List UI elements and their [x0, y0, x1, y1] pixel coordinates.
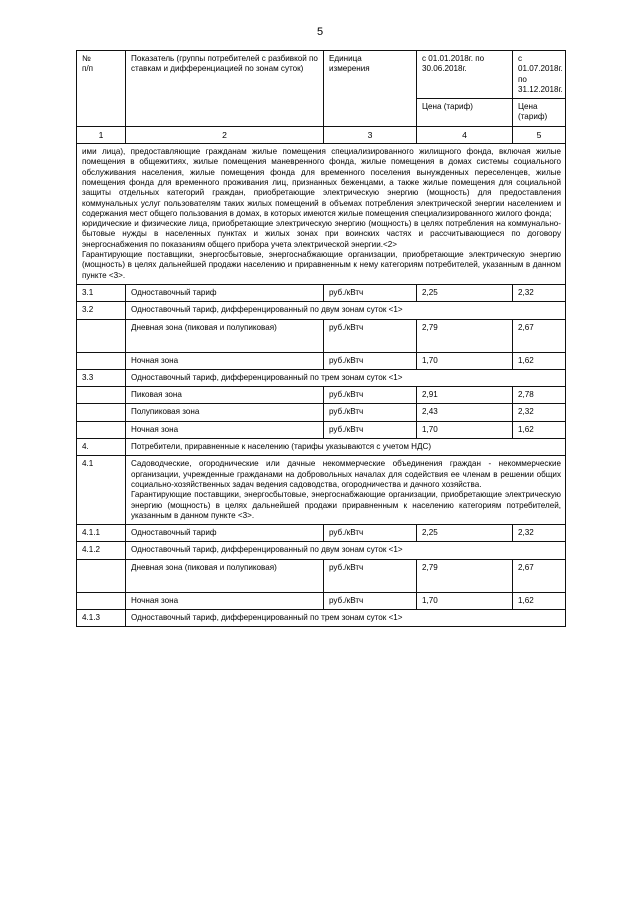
row-label: Одноставочный тариф — [126, 525, 324, 542]
row-index — [77, 319, 126, 352]
row-unit: руб./кВтч — [324, 421, 417, 438]
table-row — [77, 592, 566, 609]
row-price-period1: 2,43 — [417, 404, 513, 421]
header-unit-line1: Единица — [329, 54, 362, 63]
row-price-period2: 2,67 — [513, 319, 566, 352]
row-label: Полупиковая зона — [126, 404, 324, 421]
header-number-line1: № — [82, 54, 91, 63]
row-unit: руб./кВтч — [324, 592, 417, 609]
row-price-period1: 1,70 — [417, 421, 513, 438]
header-cell-period-2: с 01.07.2018г. по 31.12.2018г. — [513, 51, 566, 99]
row-label: Ночная зона — [126, 352, 324, 369]
row-price-period1: 2,79 — [417, 319, 513, 352]
row-label: Одноставочный тариф, дифференцированный по трем зонам суток <1> — [126, 609, 566, 626]
row-unit: руб./кВтч — [324, 404, 417, 421]
intro-paragraph-2: юридические и физические лица, приобретающие электрическую энергию (мощность) в целях потребления на коммунально-бытовые нужды в населенных пунктах и жилых зонах при воинских частях и рассчитывающиеся по договору энергоснабжения по показаниям общего прибора учета электрической энергии.<2> — [82, 219, 561, 249]
row-label: Пиковая зона — [126, 387, 324, 404]
table-header-row — [77, 51, 566, 99]
header-number-line2: п/п — [82, 64, 94, 74]
row-price-period2: 2,32 — [513, 525, 566, 542]
row-index: 3.3 — [77, 369, 126, 386]
row-price-period2: 1,62 — [513, 592, 566, 609]
header-cell-price-2: Цена (тариф) — [513, 99, 566, 127]
row-index: 4.1 — [77, 456, 126, 525]
table-row — [77, 456, 566, 525]
header-cell-unit — [324, 51, 417, 127]
row-label: Ночная зона — [126, 421, 324, 438]
row-label: Потребители, приравненные к населению (тарифы указываются с учетом НДС) — [126, 439, 566, 456]
table-row — [77, 609, 566, 626]
row-index: 3.2 — [77, 302, 126, 319]
row-price-period1: 2,91 — [417, 387, 513, 404]
column-number-1: 1 — [77, 126, 126, 143]
row-index — [77, 421, 126, 438]
section-41-paragraph-2: Гарантирующие поставщики, энергосбытовые, энергоснабжающие организации, приобретающие электрическую энергию (мощность) в целях дальнейшей продажи приравненным к населению категориям потребителей, указанным в данном пункте <3>. — [131, 490, 561, 520]
table-row — [77, 284, 566, 301]
header-cell-price-1: Цена (тариф) — [417, 99, 513, 127]
table-row — [77, 387, 566, 404]
row-unit: руб./кВтч — [324, 319, 417, 352]
section-41-paragraph-1: Садоводческие, огороднические или дачные некоммерческие объединения граждан - некоммерческие организации, учрежденные гражданами на добровольных началах для содействия ее членам в решении общих социально-хозяйственных задач ведения садоводства, огородничества и дачного хозяйства. — [131, 459, 561, 489]
table-row — [77, 439, 566, 456]
header-cell-period-1: с 01.01.2018г. по 30.06.2018г. — [417, 51, 513, 99]
column-number-2: 2 — [126, 126, 324, 143]
row-label: Ночная зона — [126, 592, 324, 609]
row-unit: руб./кВтч — [324, 525, 417, 542]
intro-paragraph-3: Гарантирующие поставщики, энергосбытовые, энергоснабжающие организации, приобретающие электрическую энергию (мощность) в целях дальнейшей продажи населению и приравненным к нему категориям потребителей, указанным в данном пункте <3>. — [82, 250, 561, 280]
column-number-3: 3 — [324, 126, 417, 143]
row-price-period1: 2,25 — [417, 284, 513, 301]
intro-paragraph-1: ими лица), предоставляющие гражданам жилые помещения специализированного жилищного фонда, включая жилые помещения в общежитиях, жилые помещения маневренного фонда, жилые помещения в домах системы социального обслуживания населения, жилые помещения фонда для временного поселения вынужденных переселенцев, жилые помещения фонда для временного проживания лиц, признанных беженцами, а также жилые помещения для социальной защиты отдельных категорий граждан, приобретающие электрическую энергию (мощность) для предоставления коммунальных услуг пользователям таких жилых помещений в объемах потребления электрической энергии населением и содержания мест общего пользования в домах, в которых имеются жилые помещения специализированного жилого фонда; — [82, 147, 561, 218]
row-price-period1: 1,70 — [417, 592, 513, 609]
row-price-period2: 1,62 — [513, 352, 566, 369]
row-price-period2: 2,32 — [513, 404, 566, 421]
row-index — [77, 404, 126, 421]
row-index — [77, 352, 126, 369]
row-price-period1: 1,70 — [417, 352, 513, 369]
row-index: 4.1.3 — [77, 609, 126, 626]
row-index: 3.1 — [77, 284, 126, 301]
tariff-table — [76, 50, 566, 627]
row-label: Одноставочный тариф — [126, 284, 324, 301]
row-index: 4.1.1 — [77, 525, 126, 542]
table-row — [77, 559, 566, 592]
page-number: 5 — [316, 26, 324, 38]
row-price-period2: 2,67 — [513, 559, 566, 592]
table-row — [77, 369, 566, 386]
row-unit: руб./кВтч — [324, 387, 417, 404]
section-41-cell — [126, 456, 566, 525]
row-index — [77, 559, 126, 592]
row-index: 4.1.2 — [77, 542, 126, 559]
header-cell-number — [77, 51, 126, 127]
row-label: Одноставочный тариф, дифференцированный по трем зонам суток <1> — [126, 369, 566, 386]
row-index: 4. — [77, 439, 126, 456]
row-price-period2: 2,78 — [513, 387, 566, 404]
intro-paragraph-row — [77, 144, 566, 285]
table-row — [77, 421, 566, 438]
header-unit-line2: измерения — [329, 64, 370, 74]
table-row — [77, 404, 566, 421]
table-row — [77, 542, 566, 559]
intro-paragraph-cell — [77, 144, 566, 285]
row-label: Одноставочный тариф, дифференцированный по двум зонам суток <1> — [126, 542, 566, 559]
row-price-period2: 1,62 — [513, 421, 566, 438]
row-price-period1: 2,25 — [417, 525, 513, 542]
column-number-5: 5 — [513, 126, 566, 143]
row-index — [77, 387, 126, 404]
table-row — [77, 352, 566, 369]
row-price-period2: 2,32 — [513, 284, 566, 301]
column-number-4: 4 — [417, 126, 513, 143]
table-row — [77, 525, 566, 542]
row-index — [77, 592, 126, 609]
row-label: Одноставочный тариф, дифференцированный по двум зонам суток <1> — [126, 302, 566, 319]
row-price-period1: 2,79 — [417, 559, 513, 592]
table-row — [77, 319, 566, 352]
row-unit: руб./кВтч — [324, 284, 417, 301]
table-row — [77, 302, 566, 319]
row-label: Дневная зона (пиковая и полупиковая) — [126, 559, 324, 592]
row-label: Дневная зона (пиковая и полупиковая) — [126, 319, 324, 352]
header-cell-indicator: Показатель (группы потребителей с разбивкой по ставкам и дифференциацией по зонам суток) — [126, 51, 324, 127]
row-unit: руб./кВтч — [324, 352, 417, 369]
column-number-row — [77, 126, 566, 143]
row-unit: руб./кВтч — [324, 559, 417, 592]
